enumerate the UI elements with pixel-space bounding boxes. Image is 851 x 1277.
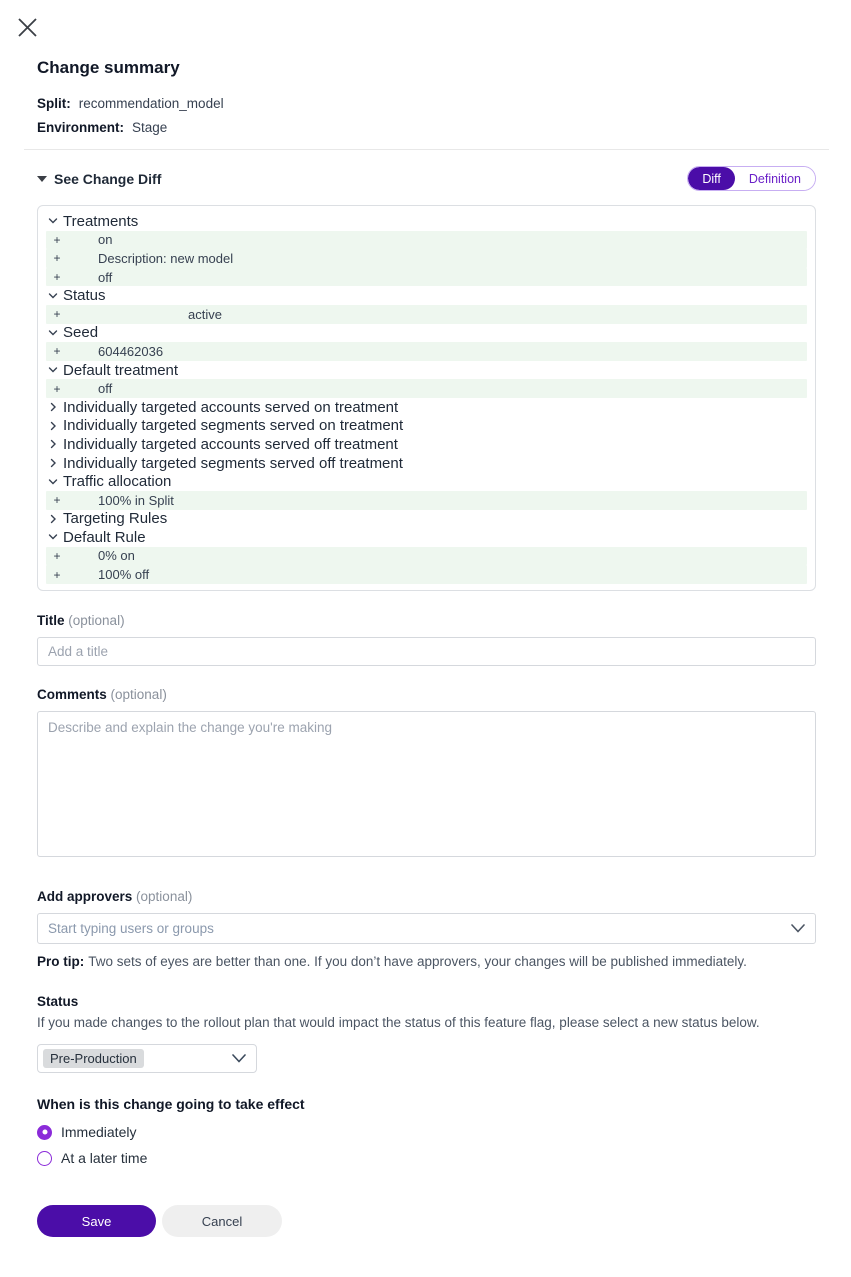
chevron-right-icon [46,513,60,525]
diff-group-label: Individually targeted segments served on treatment [63,417,404,435]
chevron-down-icon [46,215,60,227]
plus-icon: + [53,344,61,359]
diff-group-label: Treatments [63,212,139,230]
chevron-down-icon [47,327,59,339]
schedule-radio-group [37,1124,816,1166]
diff-group-row[interactable] [46,324,807,343]
chevron-down-icon [46,476,60,488]
environment-meta-row [37,120,816,135]
diff-added-value: Description: new model [98,250,234,266]
comments-textarea[interactable] [37,711,816,857]
diff-group-label: Individually targeted segments served off treatment [63,454,403,472]
diff-added-value: 0% on [98,548,135,564]
status-select[interactable] [37,1044,257,1073]
close-icon[interactable] [14,14,40,40]
radio-unselected-icon[interactable] [37,1151,52,1166]
chevron-down-icon [791,924,805,933]
diff-group-row[interactable] [46,212,807,231]
schedule-radio-option[interactable] [37,1150,816,1166]
chevron-down-icon [46,327,60,339]
schedule-radio-label: Immediately [61,1124,137,1141]
diff-added-row [46,379,807,398]
chevron-right-icon [47,401,59,413]
triangle-down-icon [37,176,47,182]
approvers-field-label [37,889,816,904]
diff-group-label: Individually targeted accounts served off treatment [63,435,398,453]
diff-added-value: 100% in Split [98,492,174,508]
tab-diff[interactable]: Diff [688,167,735,190]
plus-icon: + [53,307,61,322]
radio-selected-icon[interactable] [37,1125,52,1140]
diff-added-value: off [98,269,113,285]
plus-icon: + [53,251,61,266]
diff-added-row [46,342,807,361]
schedule-heading: When is this change going to take effect [37,1096,305,1113]
chevron-down-icon [232,1054,246,1063]
title-field-label [37,613,816,628]
diff-group-label: Default treatment [63,361,179,379]
diff-added-value: off [98,381,113,397]
diff-group-label: Seed [63,324,99,342]
chevron-right-icon [46,420,60,432]
chevron-down-icon [47,531,59,543]
diff-group-row[interactable] [46,510,807,529]
header-divider [24,149,829,150]
plus-icon: + [53,567,61,582]
diff-group-row[interactable] [46,454,807,473]
diff-group-row[interactable] [46,528,807,547]
diff-group-label: Status [63,287,106,305]
diff-added-value: on [98,232,113,248]
title-optional-text: (optional) [68,612,125,628]
status-heading: Status [37,994,79,1010]
pro-tip-label: Pro tip: [37,953,85,969]
comments-field-label [37,687,816,702]
chevron-down-icon [46,364,60,376]
status-chip: Pre-Production [43,1049,144,1068]
diff-group-label: Default Rule [63,528,146,546]
diff-added-row [46,305,807,324]
diff-group-label: Traffic allocation [63,473,172,491]
chevron-down-icon [47,290,59,302]
pro-tip [37,953,777,970]
diff-group-label: Targeting Rules [63,510,168,528]
page-title: Change summary [37,58,180,77]
schedule-radio-label: At a later time [61,1150,148,1167]
chevron-right-icon [46,401,60,413]
chevron-down-icon [47,364,59,376]
diff-group-row[interactable] [46,361,807,380]
diff-group-row[interactable] [46,472,807,491]
approvers-label-text: Add approvers [37,888,133,904]
save-button[interactable]: Save [37,1205,156,1237]
diff-definition-switch [687,166,816,191]
approvers-optional-text: (optional) [136,888,193,904]
cancel-button[interactable]: Cancel [162,1205,282,1237]
chevron-right-icon [47,438,59,450]
see-change-diff-toggle[interactable] [37,171,161,187]
chevron-right-icon [47,513,59,525]
chevron-right-icon [47,420,59,432]
plus-icon: + [53,381,61,396]
plus-icon: + [53,548,61,563]
see-change-diff-label: See Change Diff [54,170,162,187]
split-label: Split: [37,96,71,111]
diff-added-row [46,231,807,250]
environment-value: Stage [132,120,168,135]
approvers-placeholder: Start typing users or groups [48,920,214,936]
diff-added-value: 604462036 [98,343,164,359]
environment-label: Environment: [37,120,125,135]
diff-added-row [46,268,807,287]
comments-label-text: Comments [37,686,107,702]
action-buttons [37,1205,816,1237]
chevron-down-icon [47,215,59,227]
plus-icon: + [53,270,61,285]
close-x-glyph [17,17,38,38]
diff-group-row[interactable] [46,435,807,454]
chevron-down-icon [46,531,60,543]
plus-icon: + [53,493,61,508]
split-value: recommendation_model [78,96,224,111]
approvers-select[interactable] [37,913,816,944]
diff-added-row [46,249,807,268]
diff-group-label: Individually targeted accounts served on treatment [63,398,399,416]
diff-added-value: active [188,306,222,322]
status-description: If you made changes to the rollout plan that would impact the status of this feature flag, please select a new status below. [37,1015,760,1031]
change-diff-panel [37,205,816,591]
diff-group-row[interactable] [46,398,807,417]
chevron-right-icon [46,457,60,469]
plus-icon: + [53,232,61,247]
diff-added-value: 100% off [98,567,150,583]
title-input[interactable] [37,637,816,666]
schedule-radio-option[interactable] [37,1124,816,1140]
pro-tip-text: Two sets of eyes are better than one. If you don’t have approvers, your changes will be published immediately. [88,953,747,969]
diff-group-row[interactable] [46,417,807,436]
chevron-down-icon [47,476,59,488]
diff-added-row [46,491,807,510]
chevron-right-icon [47,457,59,469]
diff-added-row [46,547,807,566]
chevron-down-icon [46,290,60,302]
title-label-text: Title [37,612,65,628]
diff-added-row [46,565,807,584]
chevron-right-icon [46,438,60,450]
split-meta-row [37,96,816,111]
tab-definition[interactable]: Definition [735,167,815,190]
diff-group-row[interactable] [46,286,807,305]
comments-optional-text: (optional) [110,686,167,702]
